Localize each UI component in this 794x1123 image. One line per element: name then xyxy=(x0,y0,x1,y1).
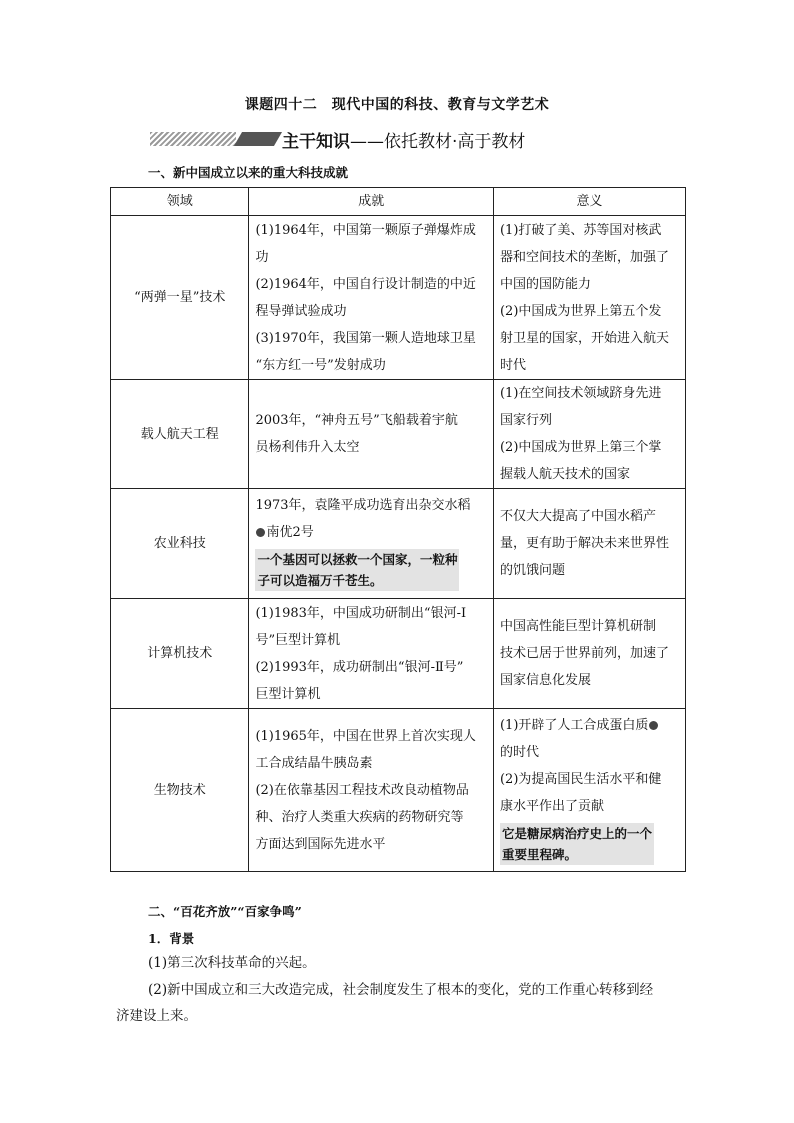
row-field: 载人航天工程 xyxy=(111,380,249,489)
text-line: (2)为提高国民生活水平和健 xyxy=(499,771,662,787)
text-line: (3)1970年，我国第一颗人造地球卫星 xyxy=(255,330,476,346)
row-significance xyxy=(493,380,685,489)
note-marker-icon xyxy=(649,721,658,730)
row-achievement xyxy=(249,380,494,489)
text-line-with-mark xyxy=(500,712,681,739)
row-significance xyxy=(493,599,685,709)
header-achievement: 成就 xyxy=(249,188,494,216)
extension-note xyxy=(255,549,459,591)
text-line: (1)在空间技术领域跻身先进 xyxy=(499,386,662,401)
text-line: 号”巨型计算机 xyxy=(255,632,341,648)
text-line: 种、治疗人类重大疾病的药物研究等 xyxy=(255,809,464,825)
text-line: (1)1965年，中国在世界上首次实现人 xyxy=(255,728,476,744)
text-line: 2003年，“神舟五号”飞船载着宇航 xyxy=(255,413,458,428)
banner-text xyxy=(282,127,525,152)
table-row xyxy=(111,709,686,872)
table-row xyxy=(111,380,686,489)
text-line: (1)1964年，中国第一颗原子弹爆炸成 xyxy=(255,222,476,238)
text-line: 技术已居于世界前列，加速了 xyxy=(499,646,669,661)
text-line: (1)打破了美、苏等国对核武 xyxy=(499,222,662,238)
text-line: 员杨利伟升入太空 xyxy=(255,440,360,455)
banner-sub-text: ——依托教材·高于教材 xyxy=(350,132,526,152)
text-line: 中国高性能巨型计算机研制 xyxy=(499,619,656,634)
text-line: “东方红一号”发射成功 xyxy=(255,357,386,373)
note-marker-icon xyxy=(256,528,265,537)
banner-main-text: 主干知识 xyxy=(282,132,350,152)
text-line: 的时代 xyxy=(499,744,539,760)
text-line: 不仅大大提高了中国水稻产 xyxy=(499,509,656,524)
row-achievement xyxy=(249,216,494,380)
text-line: 器和空间技术的垄断，加强了 xyxy=(499,249,669,265)
paragraph-1: (1)第三次科技革命的兴起。 xyxy=(148,955,316,971)
text-line: (2)中国成为世界上第三个掌 xyxy=(499,440,662,455)
text-line: 程导弹试验成功 xyxy=(255,303,347,319)
row-achievement xyxy=(249,599,494,709)
row-significance xyxy=(493,489,685,599)
row-field: 计算机技术 xyxy=(111,599,249,709)
paragraph-2-line-2: 济建设上来。 xyxy=(116,1008,197,1024)
text-line: 康水平作出了贡献 xyxy=(499,798,604,814)
text-line: 重要里程碑。 xyxy=(501,846,577,862)
paragraph-2-line-1: (2)新中国成立和三大改造完成，社会制度发生了根本的变化，党的工作重心转移到经 xyxy=(148,982,654,998)
text-line: 握载人航天技术的国家 xyxy=(499,467,630,482)
text-line: (1)开辟了人工合成蛋白质 xyxy=(499,717,649,733)
text-line: 巨型计算机 xyxy=(255,686,321,702)
row-achievement xyxy=(249,489,494,599)
text-line: 中国的国防能力 xyxy=(499,276,591,292)
text-line: 射卫星的国家，开始进入航天 xyxy=(499,330,669,346)
text-line: 功 xyxy=(255,249,269,265)
section1-heading: 一、新中国成立以来的重大科技成就 xyxy=(148,165,349,180)
extension-note xyxy=(500,823,654,865)
header-significance: 意义 xyxy=(493,188,685,216)
section-banner xyxy=(150,128,570,150)
row-field: “两弹一星”技术 xyxy=(111,216,249,380)
row-achievement xyxy=(249,709,494,872)
text-line: 量，更有助于解决未来世界性 xyxy=(499,536,669,551)
banner-block-decoration xyxy=(234,132,282,146)
text-line: (2)1964年，中国自行设计制造的中近 xyxy=(255,276,476,292)
table-row xyxy=(111,489,686,599)
text-line: 方面达到国际先进水平 xyxy=(255,836,386,852)
text-line: 国家信息化发展 xyxy=(499,673,591,688)
text-line: (2)在依靠基因工程技术改良动植物品 xyxy=(255,782,469,798)
text-line: 一个基因可以拯救一个国家，一粒种 xyxy=(257,552,458,567)
header-field: 领域 xyxy=(111,188,249,216)
achievements-table xyxy=(110,187,686,872)
page-title: 课题四十二 现代中国的科技、教育与文学艺术 xyxy=(244,97,550,113)
text-line: 国家行列 xyxy=(499,413,552,428)
table-row xyxy=(111,599,686,709)
text-line: 1973年，袁隆平成功选育出杂交水稻 xyxy=(255,498,471,513)
section2-heading: 二、“百花齐放”“百家争鸣” xyxy=(148,904,302,919)
text-line: 子可以造福万千苍生。 xyxy=(257,573,383,588)
text-line: 工合成结晶牛胰岛素 xyxy=(255,755,373,771)
table-header-row xyxy=(111,188,686,216)
row-significance xyxy=(493,709,685,872)
text-line-with-mark xyxy=(255,519,489,546)
text-line: 南优2号 xyxy=(266,525,314,540)
text-line: (2)1993年，成功研制出“银河-Ⅱ号” xyxy=(255,659,464,675)
section2-subheading: 1．背景 xyxy=(148,931,195,946)
text-line: (1)1983年，中国成功研制出“银河-Ⅰ xyxy=(255,605,467,621)
text-line: 它是糖尿病治疗史上的一个 xyxy=(501,825,652,841)
row-significance xyxy=(493,216,685,380)
text-line: 的饥饿问题 xyxy=(499,563,565,578)
text-line: 时代 xyxy=(499,357,526,373)
text-line: (2)中国成为世界上第五个发 xyxy=(499,303,662,319)
table-row xyxy=(111,216,686,380)
row-field: 生物技术 xyxy=(111,709,249,872)
banner-stripe-decoration xyxy=(150,132,236,146)
row-field: 农业科技 xyxy=(111,489,249,599)
